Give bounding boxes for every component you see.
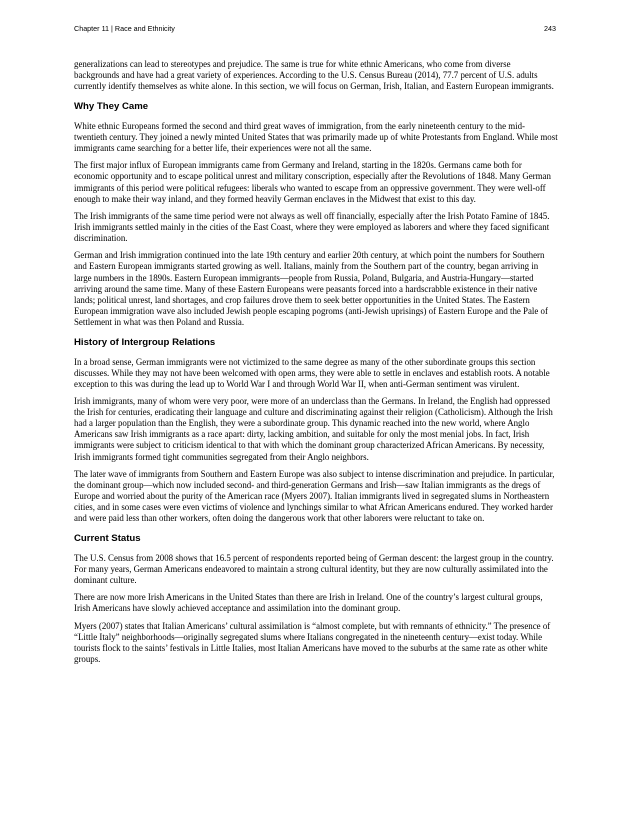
section-heading-why-they-came: Why They Came xyxy=(74,101,149,113)
body-paragraph: White ethnic Europeans formed the second and third great waves of immigration, from the early nineteenth century to the mid-twentieth century. They joined a newly minted United States that was primarily made up of white Protestants from England. While most immigrants came searching for a better life, their experiences were not all the same. xyxy=(74,120,558,154)
body-paragraph: The later wave of immigrants from Southern and Eastern Europe was also subject to intense discrimination and prejudice. In particular, the dominant group—which now included second- and third-generation Germans and Irish—saw Italian immigrants as the dregs of Europe and worried about the purity of the American race (Myers 2007). Italian immigrants lived in segregated slums in Northeastern cities, and in some cases were even victims of violence and lynchings similar to what African Americans endured. They worked harder and were paid less than other workers, often doing the dangerous work that other laborers were reluctant to take on. xyxy=(74,468,555,524)
page-number: 243 xyxy=(544,24,556,33)
body-paragraph: In a broad sense, German immigrants were not victimized to the same degree as many of the other subordinate groups this section discusses. While they may not have been welcomed with open arms, they were able to settle in enclaves and establish roots. A notable exception to this was during the lead up to World War I and through World War II, when anti-German sentiment was virulent. xyxy=(74,356,550,389)
section-heading-history-of-intergroup-relations: History of Intergroup Relations xyxy=(74,337,216,349)
body-paragraph: Irish immigrants, many of whom were very poor, were more of an underclass than the Germans. In Ireland, the English had oppressed the Irish for centuries, eradicating their language and culture and discriminating against their religion (Catholicism). Although the Irish had a larger population than the English, they were a subordinate group. This dynamic reached into the new world, where Anglo Americans saw Irish immigrants as a race apart: dirty, lacking ambition, and suitable for only the most menial jobs. In fact, Irish immigrants were subject to criticism identical to that with which the dominant group characterized African Americans. By necessity, Irish immigrants formed tight communities segregated from their Anglo neighbors. xyxy=(74,396,553,462)
body-paragraph: Myers (2007) states that Italian Americans’ cultural assimilation is “almost complete, but with remnants of ethnicity.” The presence of “Little Italy” neighborhoods—originally segregated slums where Italians congregated in the nineteenth century—exist today. While tourists flock to the saints’ festivals in Little Italies, most Italian Americans have moved to the suburbs at the same rate as other white groups. xyxy=(74,620,551,665)
running-header xyxy=(74,24,556,36)
section-heading-current-status: Current Status xyxy=(74,533,141,545)
body-paragraph: The Irish immigrants of the same time period were not always as well off financially, especially after the Irish Potato Famine of 1845. Irish immigrants settled mainly in the cities of the East Coast, where they were employed as laborers and where they faced significant discrimination. xyxy=(74,210,550,244)
body-paragraph: There are now more Irish Americans in the United States than there are Irish in Ireland. One of the country’s largest cultural groups, Irish Americans have slowly achieved acceptance and assimilation into the dominant group. xyxy=(74,592,543,614)
body-paragraph: German and Irish immigration continued into the late 19th century and earlier 20th century, at which point the numbers for Southern and Eastern European immigrants started growing as well. Italians, mainly from the Southern part of the country, began arriving in large numbers in the 1890s. Eastern European immigrants—people from Russia, Poland, Bulgaria, and Austria-Hungary—started arriving around the same time. Many of these Eastern Europeans were peasants forced into a hardscrabble existence in their native lands; political unrest, land shortages, and crop failures drove them to seek better opportunities in the United States. The Eastern European immigration wave also included Jewish people escaping pogroms (anti-Jewish uprisings) of Eastern Europe and the Pale of Settlement in what was then Poland and Russia. xyxy=(74,250,548,327)
body-paragraph: The U.S. Census from 2008 shows that 16.5 percent of respondents reported being of German descent: the largest group in the country. For many years, German Americans endeavored to maintain a strong cultural identity, but they are now culturally assimilated into the dominant culture. xyxy=(74,552,554,586)
chapter-label xyxy=(74,24,175,33)
page-body xyxy=(74,59,558,671)
header-separator: | xyxy=(109,24,115,33)
body-paragraph: The first major influx of European immigrants came from Germany and Ireland, starting in the 1820s. Germans came both for economic opportunity and to escape political unrest and military conscription, especially after the Revolutions of 1848. Many German immigrants of this period were political refugees: liberals who wanted to escape from an oppressive government. They were well-off enough to make their way inland, and they formed heavily German enclaves in the Midwest that exist to this day. xyxy=(74,160,551,204)
chapter-number: Chapter 11 xyxy=(74,24,110,33)
chapter-title: Race and Ethnicity xyxy=(114,24,175,33)
body-paragraph: generalizations can lead to stereotypes and prejudice. The same is true for white ethnic Americans, who come from diverse backgrounds and have had a great variety of experiences. According to the U.S. Census Bureau (2014), 77.7 percent of U.S. adults currently identify themselves as white alone. In this section, we will focus on German, Irish, Italian, and Eastern European immigrants. xyxy=(74,59,554,92)
